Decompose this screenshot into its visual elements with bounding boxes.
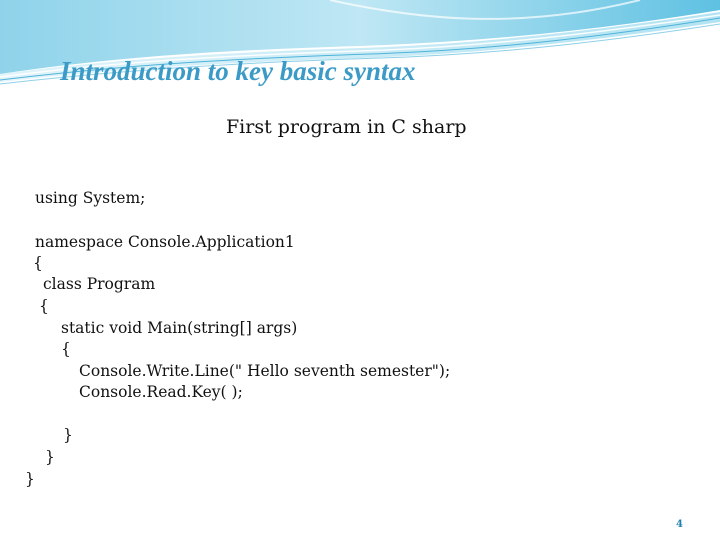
code-line-using: using System;: [35, 189, 146, 207]
code-line-brace-open-1: {: [33, 254, 43, 272]
slide-title: Introduction to key basic syntax: [60, 56, 416, 86]
code-line-main: static void Main(string[] args): [61, 319, 298, 337]
code-line-brace-open-3: {: [61, 340, 71, 358]
code-line-namespace: namespace Console.Application1: [35, 233, 295, 251]
slide-subtitle: First program in C sharp: [226, 116, 467, 138]
code-line-brace-close-1: }: [25, 470, 35, 488]
code-line-writeline: Console.Write.Line(" Hello seventh semester");: [79, 362, 451, 380]
code-line-readkey: Console.Read.Key( );: [79, 383, 243, 401]
code-line-brace-close-2: }: [45, 448, 55, 466]
code-line-brace-open-2: {: [39, 297, 49, 315]
code-line-brace-close-3: }: [63, 426, 73, 444]
code-line-class: class Program: [43, 275, 156, 293]
page-number: 4: [676, 519, 683, 530]
